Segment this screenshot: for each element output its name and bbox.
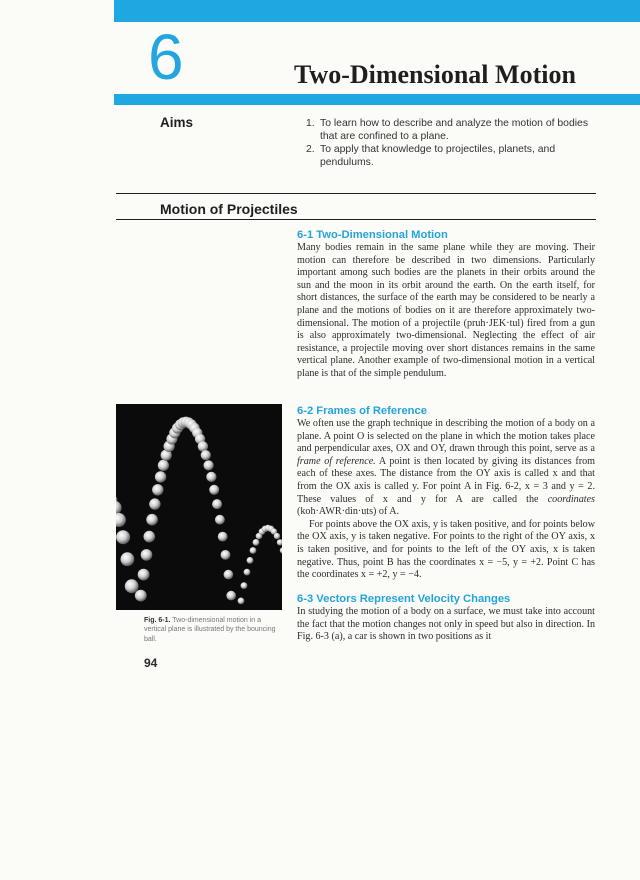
section-rule-bottom (116, 219, 596, 220)
section-6-3 (297, 592, 595, 644)
subsection-heading: 6-3 Vectors Represent Velocity Changes (297, 593, 511, 605)
chapter-header-band-bottom (114, 94, 640, 105)
ball-image-dot (224, 570, 234, 580)
text-run: (koh·AWR·din·uts) of A. (297, 506, 400, 518)
aims-item-text: To learn how to describe and analyze the motion of bodies that are confined to a plane. (320, 118, 589, 142)
ball-image-dot (204, 460, 214, 470)
page-number: 94 (144, 656, 158, 670)
emphasis-text: coordinates (547, 493, 595, 505)
paragraph: For points above the OX axis, y is taken positive, and for points below the OX axis, y is taken negative. For points to the right of the OY axis, x is taken positive, and for points to the left of the OY axis, x is taken negative. Thus, point B has the coordinates x = −5, y = +2. Point C has the coordinates x = +2, y = −4. (297, 518, 595, 581)
aims-list (306, 117, 596, 169)
ball-image-dot (218, 532, 228, 542)
aims-item-number: 1. (306, 118, 315, 129)
ball-image-dot (149, 498, 160, 509)
subsection-heading: 6-1 Two-Dimensional Motion (297, 229, 448, 241)
section-6-1 (297, 228, 595, 381)
ball-image-dot (198, 441, 208, 451)
aims-item (306, 117, 596, 143)
chapter-header-band-top (114, 0, 640, 22)
section-heading: Motion of Projectiles (160, 201, 298, 217)
ball-image-dot (238, 598, 245, 605)
ball-image-dot (116, 530, 130, 544)
section-rule-top (116, 193, 596, 194)
figure-label: Fig. 6-1. (144, 617, 171, 624)
ball-image-dot (155, 471, 166, 482)
ball-image-dot (226, 591, 236, 601)
subsection-heading: 6-2 Frames of Reference (297, 405, 427, 417)
text-run: We often use the graph technique in describing the motion of a body on a plane. A point O is selected on the plane in which the motion takes place and perpendicular axes, OX and OY, drawn through this point, serve as a (297, 418, 595, 455)
ball-image-dot (215, 515, 225, 525)
section-6-2 (297, 404, 595, 582)
paragraph (297, 418, 595, 519)
ball-image-dot (241, 582, 248, 589)
ball-image-dot (212, 499, 222, 509)
chapter-number: 6 (148, 21, 184, 93)
ball-image-dot (135, 590, 147, 602)
bouncing-ball-image (116, 404, 282, 610)
ball-image-dot (206, 472, 216, 482)
ball-image-dot (146, 514, 158, 526)
ball-image-dot (274, 533, 280, 539)
ball-image-dot (125, 579, 139, 593)
ball-image-dot (144, 531, 156, 543)
ball-image-dot (121, 552, 135, 566)
aims-item-text: To apply that knowledge to projectiles, planets, and pendulums. (320, 144, 556, 168)
paragraph: In studying the motion of a body on a surface, we must take into account the fact that the motion changes not only in speed but also in direction. In Fig. 6-3 (a), a car is shown in two positions as it (297, 606, 595, 643)
ball-image-dot (209, 485, 219, 495)
paragraph: Many bodies remain in the same plane while they are moving. Their motion can therefore be described in two dimensions. Particularly important among such bodies are the planets in their orbits around the sun and the moon in its orbit around the earth. On the earth itself, for short distances, the surface of the earth may be considered to be nearly a plane and the motions of bodies on it are therefore approximately two-dimensional. The motion of a projectile (pruh·JEK·tul) fired from a gun is also approximately two-dimensional. Neglecting the effect of air resistance, a projectile moving over short distances remains in the same vertical plane. Another example of two-dimensional motion in a vertical plane is that of the simple pendulum. (297, 242, 595, 379)
aims-heading: Aims (160, 115, 194, 130)
ball-image-dot (158, 460, 169, 471)
aims-item (306, 143, 596, 169)
ball-image-dot (221, 550, 231, 560)
ball-image-dot (250, 547, 257, 554)
ball-image-dot (201, 450, 211, 460)
bouncing-ball-photo (116, 404, 282, 610)
emphasis-text: frame of reference. (297, 455, 376, 467)
ball-image-dot (244, 569, 251, 576)
figure-caption (144, 616, 282, 644)
ball-image-dot (247, 557, 254, 564)
aims-item-number: 2. (306, 144, 315, 155)
figure-caption-text: Two-dimensional motion in a vertical plane is illustrated by the bouncing ball. (144, 617, 276, 643)
ball-image-dot (138, 569, 150, 581)
ball-image-dot (152, 484, 163, 495)
ball-image-dot (253, 539, 260, 546)
chapter-title: Two-Dimensional Motion (294, 60, 576, 89)
ball-image-dot (141, 549, 153, 561)
text-run: A point is then located by giving its distances from each of these axes. The distance from the OY axis is called x and that from the OX axis is called y. For point A in Fig. 6-2, x = 3 and y = 2. These values of x and y for A are called the (297, 455, 595, 505)
